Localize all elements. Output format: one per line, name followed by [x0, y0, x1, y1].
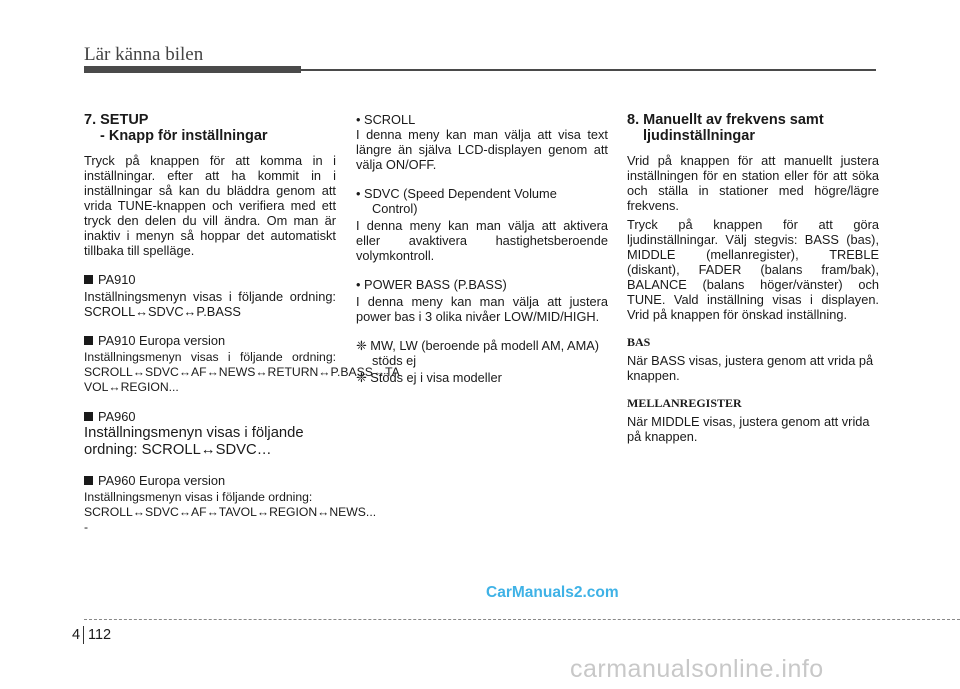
page-number: 112 [88, 627, 112, 643]
pa910eu-text: Inställningsmenyn visas i följande ordning: SCROLL↔SDVC↔AF↔NEWS↔RETURN↔P.BASS↔TA VOL↔REGION... [84, 350, 400, 394]
watermark-carmanuals2[interactable]: CarManuals2.com [486, 584, 619, 601]
section-subheading: ljudinställningar [643, 128, 755, 144]
pa960eu-text: Inställningsmenyn visas i följande ordning: SCROLL↔SDVC↔AF↔TAVOL↔REGION↔NEWS... - [84, 490, 377, 534]
square-bullet-icon [84, 412, 93, 421]
footer-divider [84, 619, 960, 620]
section-number: 4 [72, 627, 81, 643]
manual-tune-paragraph: Vrid på knappen för att manuellt justera inställningen för en station eller för att söka och ställa in stationer med högre/lägre frekvens. [627, 153, 879, 213]
pbass-label: • POWER BASS (P.BASS) [356, 277, 507, 292]
sound-settings-paragraph: Tryck på knappen för att göra ljudinställningar. Välj stegvis: BASS (bas), MIDDLE (mellanregister), TREBLE (diskant), FADER (balans fram/bak), BALANCE (balans höger/vänster) och TUNE. Vald inställning visas i displayen. Vrid på knappen för önskad inställning. [627, 217, 879, 322]
footer-separator [83, 626, 84, 644]
section-heading: 7. SETUP [84, 112, 149, 128]
intro-paragraph: Tryck på knappen för att komma in i inställningar. efter att ha kommit in i inställningar så kan du bläddra genom att vrida TUNE-knappen och verifiera med ett tryck den delen du vill ändra. Om man är inaktiv i menyn så hoppar det automatiskt tillbaka till spelläge. [84, 153, 336, 258]
section-heading: 8. Manuellt av frekvens samt [627, 112, 824, 128]
scroll-text: I denna meny kan man välja att visa text längre än själva LCD-displayen genom att välja ON/OFF. [356, 127, 608, 172]
column-middle [356, 112, 608, 385]
sdvc-text: I denna meny kan man välja att aktivera eller avaktivera hastighetsberoende volymkontroll. [356, 218, 608, 263]
square-bullet-icon [84, 275, 93, 284]
page-header-title: Lär känna bilen [84, 44, 204, 65]
sdvc-label-cont: Control) [372, 201, 418, 216]
note-not-supported: ❈ Stöds ej i visa modeller [356, 370, 502, 385]
square-bullet-icon [84, 336, 93, 345]
pa960eu-label: PA960 Europa version [84, 473, 336, 488]
header-rule-thin [301, 69, 876, 71]
scroll-label: • SCROLL [356, 112, 416, 127]
pa910-label: PA910 [84, 272, 336, 287]
middle-text: När MIDDLE visas, justera genom att vrida på knappen. [627, 414, 870, 444]
section-subheading: - Knapp för inställningar [100, 128, 268, 144]
bass-text: När BASS visas, justera genom att vrida på knappen. [627, 353, 874, 383]
pa910-text: Inställningsmenyn visas i följande ordning: SCROLL↔SDVC↔P.BASS [84, 289, 336, 319]
header-rule-thick [84, 66, 301, 73]
pa960-text: Inställningsmenyn visas i följande ordning: SCROLL↔SDVC… [84, 425, 304, 458]
bass-heading: BAS [627, 335, 651, 349]
pbass-text: I denna meny kan man välja att justera power bas i 3 olika nivåer LOW/MID/HIGH. [356, 294, 608, 324]
note-mw-lw: ❈ MW, LW (beroende på modell AM, AMA) stöds ej [356, 338, 600, 368]
watermark-carmanualsonline: carmanualsonline.info [570, 655, 824, 683]
middle-heading: MELLANREGISTER [627, 396, 742, 410]
sdvc-label: • SDVC (Speed Dependent Volume [356, 186, 557, 201]
pa910eu-label: PA910 Europa version [84, 333, 336, 348]
square-bullet-icon [84, 476, 93, 485]
pa960-label: PA960 [84, 409, 336, 424]
column-right [627, 112, 879, 444]
